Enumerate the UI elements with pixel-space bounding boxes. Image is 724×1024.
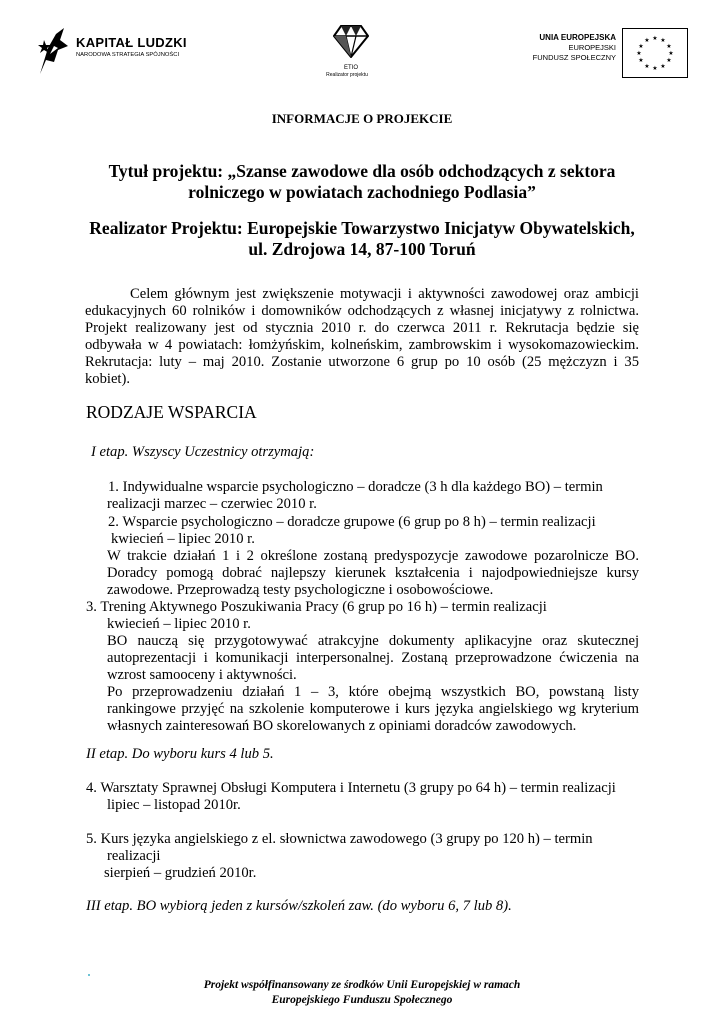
item-5-line2: realizacji — [107, 848, 161, 864]
ue-line1: UNIA EUROPEJSKA — [539, 33, 616, 42]
eu-flag-icon — [622, 28, 688, 78]
svg-text:★: ★ — [660, 63, 666, 70]
stage-2-heading: II etap. Do wyboru kurs 4 lub 5. — [86, 746, 274, 762]
svg-text:★: ★ — [644, 37, 650, 44]
svg-text:★: ★ — [644, 63, 650, 70]
svg-text:★: ★ — [638, 57, 644, 64]
project-title-line1: Tytuł projektu: „Szanse zawodowe dla osób odchodzących z sektora — [108, 161, 616, 181]
item-5-line3: sierpień – grudzień 2010r. — [104, 865, 257, 881]
kapital-ludzki-logo — [38, 26, 188, 76]
item-2-line2: kwiecień – lipiec 2010 r. — [111, 531, 255, 547]
item-4-line1: 4. Warsztaty Sprawnej Obsługi Komputera i Internetu (3 grupy po 64 h) – termin realizacji — [86, 780, 616, 796]
footer — [0, 978, 724, 1008]
project-title-line2: rolniczego w powiatach zachodniego Podlasia” — [188, 182, 536, 202]
document-heading: INFORMACJE O PROJEKCIE — [271, 111, 453, 126]
item-3-line1: 3. Trening Aktywnego Poszukiwania Pracy (6 grup po 16 h) – termin realizacji — [86, 599, 547, 615]
kapital-ludzki-emblem-icon — [38, 26, 72, 76]
etio-subtitle: Realizator projektu — [326, 72, 368, 78]
item-2-description: W trakcie działań 1 i 2 określone zostaną predyspozycje zawodowe pozarolnicze BO. Doradcy pomogą dobrać najlepszy kierunek kształcenia i najodpowiedniejsze kursy zawodowe. Przeprowadzą testy psychologiczne i osobowościowe. — [107, 548, 639, 598]
item-4-line2: lipiec – listopad 2010r. — [107, 797, 241, 813]
project-realizator — [60, 218, 664, 260]
ue-text — [520, 33, 616, 63]
item-2-line1: 2. Wsparcie psychologiczno – doradcze grupowe (6 grup po 8 h) – termin realizacji — [108, 514, 596, 530]
project-title — [60, 161, 664, 203]
ue-line3: FUNDUSZ SPOŁECZNY — [532, 53, 616, 62]
etio-logo — [328, 24, 374, 86]
item-1-line1: 1. Indywidualne wsparcie psychologiczno – doradcze (3 h dla każdego BO) – termin — [108, 479, 603, 495]
item-3-description-1: BO nauczą się przygotowywać atrakcyjne dokumenty aplikacyjne oraz skutecznej autoprezentacji i komunikacji interpersonalnej. Zostaną przeprowadzone ćwiczenia na wzrost samooceny i aktywności. — [107, 633, 639, 683]
kapital-ludzki-name: KAPITAŁ LUDZKI — [76, 35, 187, 50]
diamond-icon — [333, 24, 369, 58]
footer-line2: Europejskiego Funduszu Społecznego — [271, 994, 453, 1006]
item-5-line1: 5. Kurs języka angielskiego z el. słownictwa zawodowego (3 grupy po 120 h) – termin — [86, 831, 593, 847]
kapital-ludzki-subtitle: NARODOWA STRATEGIA SPÓJNOŚCI — [76, 52, 180, 58]
svg-text:★: ★ — [652, 65, 658, 72]
svg-text:★: ★ — [652, 35, 658, 42]
intro-paragraph: Celem głównym jest zwiększenie motywacji i aktywności zawodowej oraz ambicji edukacyjnych 60 rolników i domowników odchodzących z własnej inicjatywy z rolnictwa. Projekt realizowany jest od stycznia 2010 r. do czerwca 2011 r. Rekrutacja będzie się odbywała w 4 powiatach: łomżyńskim, kolneńskim, zambrowskim i wysokomazowieckim. Rekrutacja: luty – maj 2010. Zostanie utworzone 6 grup po 10 osób (25 mężczyzn i 35 kobiet). — [85, 286, 639, 387]
svg-text:★: ★ — [660, 37, 666, 44]
realizator-line1: Realizator Projektu: Europejskie Towarzystwo Inicjatyw Obywatelskich, — [89, 218, 635, 238]
item-1-line2: realizacji marzec – czerwiec 2010 r. — [107, 496, 317, 512]
decorative-dot — [88, 974, 90, 976]
stage-3-heading: III etap. BO wybiorą jeden z kursów/szkoleń zaw. (do wyboru 6, 7 lub 8). — [86, 898, 512, 914]
svg-text:★: ★ — [638, 43, 644, 50]
svg-text:★: ★ — [666, 43, 672, 50]
section-title: RODZAJE WSPARCIA — [86, 402, 257, 422]
item-3-line2: kwiecień – lipiec 2010 r. — [107, 616, 251, 632]
stage-1-heading: I etap. Wszyscy Uczestnicy otrzymają: — [91, 444, 315, 460]
etio-name: ETIO — [343, 65, 358, 71]
ue-efs-logo — [520, 28, 700, 80]
item-3-description-2: Po przeprowadzeniu działań 1 – 3, które obejmą wszystkich BO, powstaną listy rankingowe przyjęć na szkolenie komputerowe i kurs języka angielskiego wg kryterium własnych zainteresowań BO skorelowanych z opiniami doradców zawodowych. — [107, 684, 639, 734]
footer-line1: Projekt współfinansowany ze środków Unii Europejskiej w ramach — [203, 979, 521, 991]
svg-text:★: ★ — [666, 57, 672, 64]
ue-line2: EUROPEJSKI — [568, 43, 616, 52]
realizator-line2: ul. Zdrojowa 14, 87-100 Toruń — [248, 239, 476, 259]
svg-text:★: ★ — [668, 50, 674, 57]
svg-text:★: ★ — [636, 50, 642, 57]
